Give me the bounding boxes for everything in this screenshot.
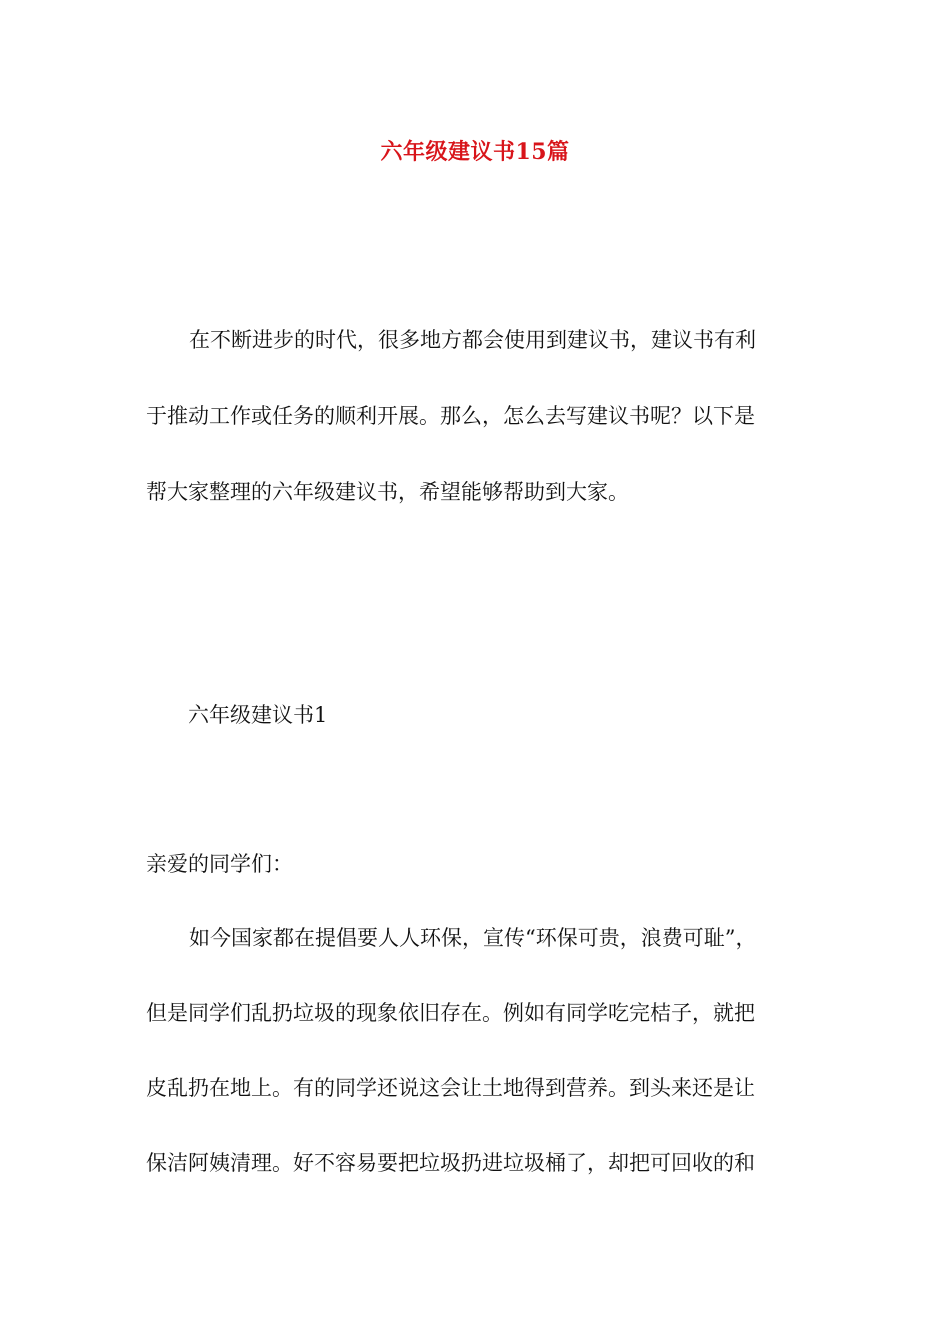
- salutation: 亲爱的同学们：: [146, 852, 293, 876]
- intro-line-1: 在不断进步的时代，很多地方都会使用到建议书，建议书有利: [189, 328, 756, 352]
- body-line-3: 皮乱扔在地上。有的同学还说这会让土地得到营养。到头来还是让: [146, 1076, 755, 1100]
- body-line-1: 如今国家都在提倡要人人环保，宣传“环保可贵，浪费可耻”，: [189, 926, 757, 950]
- intro-line-3: 帮大家整理的六年级建议书，希望能够帮助到大家。: [146, 480, 629, 504]
- section-heading: 六年级建议书1: [188, 703, 328, 727]
- body-line-2: 但是同学们乱扔垃圾的现象依旧存在。例如有同学吃完桔子，就把: [146, 1001, 755, 1025]
- document-title: 六年级建议书15篇: [380, 139, 570, 165]
- intro-line-2: 于推动工作或任务的顺利开展。那么，怎么去写建议书呢？以下是: [146, 404, 755, 428]
- body-line-4: 保洁阿姨清理。好不容易要把垃圾扔进垃圾桶了，却把可回收的和: [146, 1151, 755, 1175]
